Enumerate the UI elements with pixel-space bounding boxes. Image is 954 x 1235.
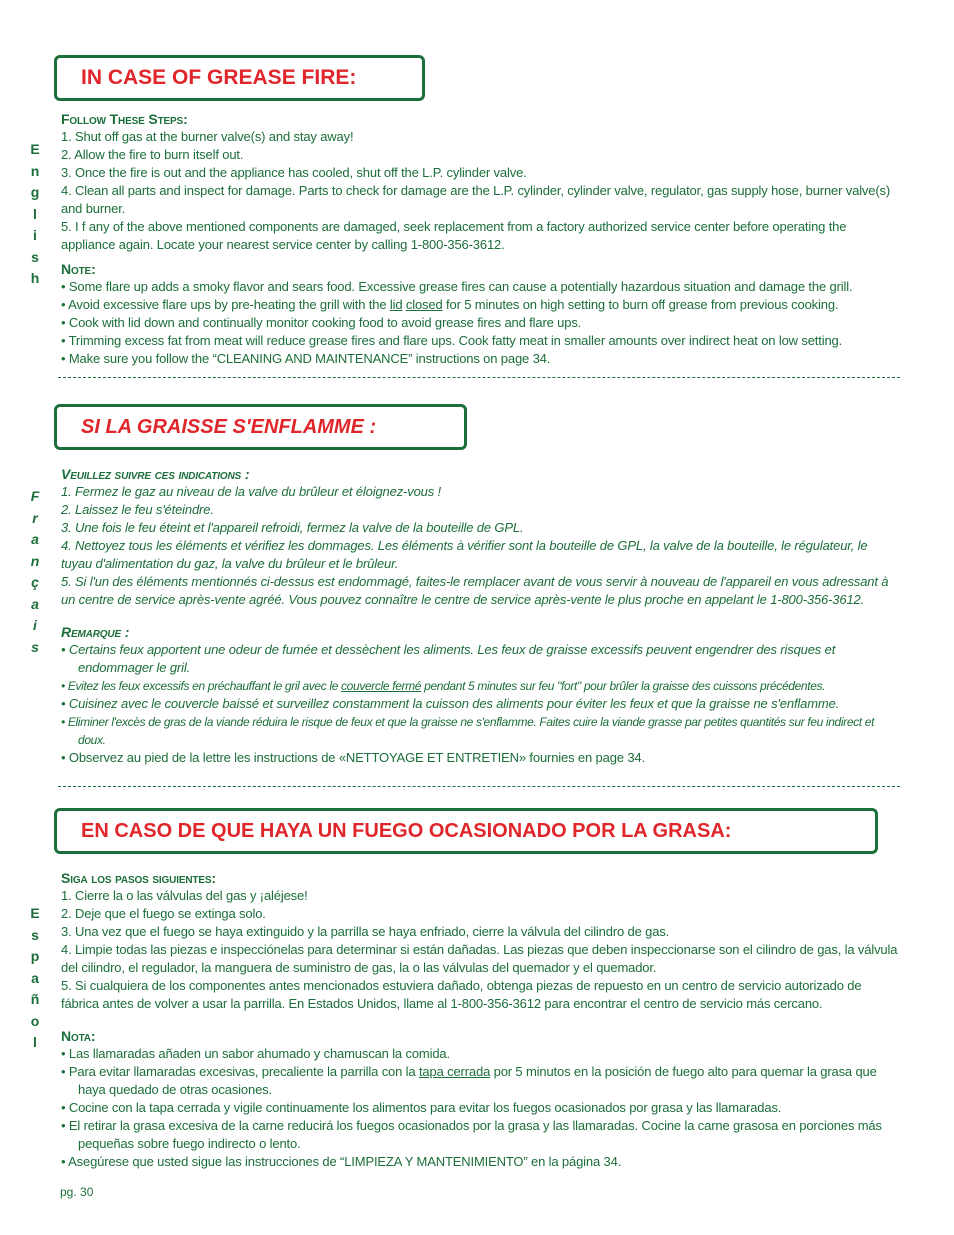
english-vertical-letter: g [30, 184, 40, 200]
french-vertical-letter: i [33, 617, 37, 633]
spanish-vertical-letter: E [30, 905, 40, 921]
spanish-step: 1. Cierre la o las válvulas del gas y ¡aléjese! [61, 888, 308, 903]
french-content [61, 465, 899, 767]
spanish-title: EN CASO DE QUE HAYA UN FUEGO OCASIONADO POR LA GRASA: [81, 819, 732, 842]
spanish-step: 3. Una vez que el fuego se haya extinguido y la parrilla se haya enfriado, cierre la válvula del cilindro de gas. [61, 924, 670, 939]
spanish-vertical-letter: p [30, 948, 40, 964]
french-vertical-letter: a [31, 531, 39, 547]
english-note-heading: Note: [61, 261, 96, 277]
english-step: 3. Once the fire is out and the appliance has cooled, shut off the L.P. cylinder valve. [61, 165, 527, 180]
english-step: 4. Clean all parts and inspect for damage. Parts to check for damage are the L.P. cylinder, cylinder valve, regulator, gas supply hose, burner valve(s) and burner. [61, 183, 891, 216]
english-note-underline: closed [405, 297, 443, 312]
spanish-note [61, 1063, 899, 1099]
spanish-vertical-letter: ñ [30, 991, 40, 1007]
french-title: SI LA GRAISSE S'ENFLAMME : [81, 415, 377, 438]
spanish-note-text: por 5 minutos en la posición de fuego alto para quemar la grasa que haya quedado de otras ocasiones. [78, 1064, 877, 1097]
french-vertical-letter: ç [31, 574, 39, 590]
english-vertical-label [28, 139, 42, 290]
french-step: 5. Si l'un des éléments mentionnés ci-dessus est endommagé, faites-le remplacer avant de vous servir à nouveau de l'appareil en vous adressant à un centre de service après-vente agréé. Vous pouvez connaître le centre de service après-vente le plus proche en appelant le 1-800-356-3612. [61, 574, 889, 607]
french-step: 2. Laissez le feu s'éteindre. [61, 502, 214, 517]
french-vertical-letter: a [31, 595, 39, 612]
spanish-note-underline: tapa cerrada [418, 1064, 491, 1079]
english-vertical-letter: s [31, 248, 39, 265]
section-divider [58, 377, 900, 378]
english-title-box [54, 55, 425, 101]
english-note: • Trimming excess fat from meat will reduce grease fires and flare ups. Cook fatty meat in smaller amounts over indirect heat on low setting. [61, 333, 843, 348]
spanish-title-box [54, 808, 878, 854]
english-vertical-letter: i [33, 227, 37, 243]
french-note-text: pendant 5 minutes sur feu "fort" pour brûler la graisse des cuissons précédentes. [421, 679, 826, 693]
french-vertical-label [28, 486, 42, 658]
spanish-content [61, 869, 899, 1171]
english-vertical-letter: E [30, 141, 40, 157]
french-note: • Observez au pied de la lettre les instructions de «NETTOYAGE ET ENTRETIEN» fournies en page 34. [61, 750, 645, 765]
english-note-text: for 5 minutes on high setting to burn off grease from previous cooking. [442, 297, 839, 312]
french-note [61, 677, 899, 695]
spanish-step: 5. Si cualquiera de los componentes antes mencionados estuviera dañado, obtenga piezas de repuesto en un centro de servicio autorizado de fábrica antes de volver a usar la parrilla. En Estados Unidos, llame al 1-800-356-3612 para encontrar el centro de servicio más cercano. [61, 978, 862, 1011]
english-note-underline: lid [389, 297, 403, 312]
page-number: pg. 30 [60, 1185, 94, 1199]
french-note: • Cuisinez avec le couvercle baissé et surveillez constamment la cuisson des aliments pour éviter les feux et que la graisse ne s'enflamme. [61, 696, 840, 711]
spanish-note: • Cocine con la tapa cerrada y vigile continuamente los alimentos para evitar los fuegos ocasionados por grasa y las llamaradas. [61, 1100, 782, 1115]
english-vertical-letter: h [30, 270, 40, 286]
english-note-text: • Avoid excessive flare ups by pre-heating the grill with the [61, 297, 390, 312]
section-divider [58, 786, 900, 787]
french-note-heading: Remarque : [61, 624, 130, 640]
english-step: 5. I f any of the above mentioned components are damaged, seek replacement from a factory authorized service center before operating the appliance again. Locate your nearest service center by calling 1-800-356-3612. [61, 219, 847, 252]
english-step: 2. Allow the fire to burn itself out. [61, 147, 244, 162]
english-note: • Some flare up adds a smoky flavor and sears food. Excessive grease fires can cause a potentially hazardous situation and damage the grill. [61, 279, 853, 294]
spanish-step: 2. Deje que el fuego se extinga solo. [61, 906, 266, 921]
spanish-step: 4. Limpie todas las piezas e inspecciónelas para determinar si están dañadas. Las piezas que deben inspeccionarse son el cilindro de gas, la válvula del cilindro, el regulador, la manguera de suministro de gas, la o las válvulas del quemador y el quemador. [61, 942, 898, 975]
french-note-text: • Evitez les feux excessifs en préchauffant le gril avec le [61, 679, 342, 693]
english-content [61, 110, 899, 368]
english-steps-heading: Follow These Steps: [61, 111, 188, 127]
french-note-underline: couvercle fermé [341, 679, 422, 693]
french-vertical-letter: s [31, 638, 39, 655]
spanish-vertical-letter: s [31, 926, 39, 943]
french-note: • Eliminer l'excès de gras de la viande réduira le risque de feux et que la graisse ne s'enflamme. Faites cuire la viande grasse par petites quantités sur feu indirect et doux. [61, 715, 875, 747]
spanish-note-heading: Nota: [61, 1028, 96, 1044]
english-note [61, 296, 899, 314]
spanish-note: • Asegúrese que usted sigue las instrucciones de “LIMPIEZA Y MANTENIMIENTO” en la página 34. [61, 1154, 622, 1169]
spanish-note-text: • Para evitar llamaradas excesivas, precaliente la parrilla con la [61, 1064, 419, 1079]
french-steps-heading: Veuillez suivre ces indications : [61, 466, 250, 482]
english-step: 1. Shut off gas at the burner valve(s) and stay away! [61, 129, 354, 144]
french-step: 4. Nettoyez tous les éléments et vérifiez les dommages. Les éléments à vérifier sont la bouteille de GPL, la valve de la bouteille, le régulateur, le tuyau d'alimentation du gaz, la valve du brûleur et le brûleur. [61, 538, 868, 571]
english-vertical-letter: n [30, 162, 40, 179]
french-vertical-letter: F [30, 488, 40, 504]
french-vertical-letter: n [30, 552, 40, 569]
english-note: • Cook with lid down and continually monitor cooking food to avoid grease fires and flare ups. [61, 315, 582, 330]
french-note: • Certains feux apportent une odeur de fumée et dessèchent les aliments. Les feux de graisse excessifs peuvent engendrer des risques et endommager le gril. [61, 642, 836, 675]
english-vertical-letter: l [33, 205, 37, 222]
english-note: • Make sure you follow the “CLEANING AND MAINTENANCE” instructions on page 34. [61, 351, 551, 366]
english-title: IN CASE OF GREASE FIRE: [81, 66, 357, 89]
spanish-vertical-label [28, 903, 42, 1054]
spanish-vertical-letter: o [30, 1012, 40, 1029]
spanish-vertical-letter: a [31, 969, 39, 986]
french-title-box [54, 404, 467, 450]
french-vertical-letter: r [32, 509, 38, 526]
spanish-note: • El retirar la grasa excesiva de la carne reducirá los fuegos ocasionados por la grasa y las llamaradas. Cocine la carne grasosa en porciones más pequeñas sobre fuego indirecto o lento. [61, 1118, 882, 1151]
spanish-note: • Las llamaradas añaden un sabor ahumado y chamuscan la comida. [61, 1046, 450, 1061]
french-step: 1. Fermez le gaz au niveau de la valve du brûleur et éloignez-vous ! [61, 484, 442, 499]
french-step: 3. Une fois le feu éteint et l'appareil refroidi, fermez la valve de la bouteille de GPL. [61, 520, 524, 535]
spanish-steps-heading: Siga los pasos siguientes: [61, 870, 216, 886]
spanish-vertical-letter: l [33, 1034, 37, 1050]
